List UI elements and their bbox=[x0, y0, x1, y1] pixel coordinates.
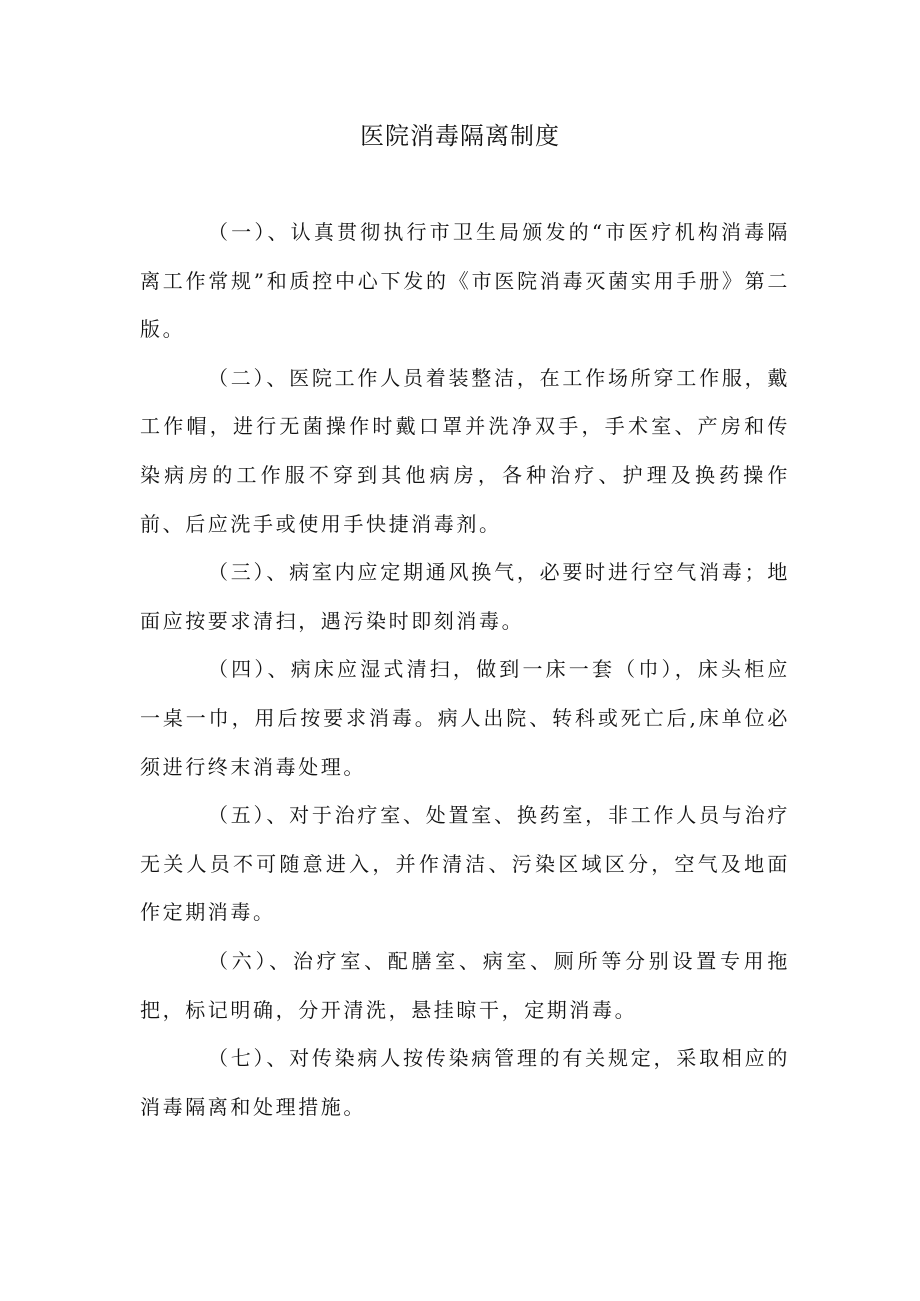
paragraph-4: （四）、病床应湿式清扫，做到一床一套（巾），床头柜应一桌一巾，用后按要求消毒。病人出院、转科或死亡后,床单位必须进行终末消毒处理。 bbox=[140, 657, 790, 779]
page-title: 医院消毒隔离制度 bbox=[360, 122, 560, 150]
paragraph-7: （七）、对传染病人按传染病管理的有关规定，采取相应的消毒隔离和处理措施。 bbox=[140, 1046, 790, 1119]
paragraph-1: （一）、认真贯彻执行市卫生局颁发的“市医疗机构消毒隔离工作常规”和质控中心下发的《市医院消毒灭菌实用手册》第二版。 bbox=[140, 220, 790, 342]
document-body bbox=[140, 208, 790, 1131]
paragraph-6: （六）、治疗室、配膳室、病室、厕所等分别设置专用拖把，标记明确，分开清洗，悬挂晾干，定期消毒。 bbox=[140, 948, 790, 1022]
paragraph-2: （二）、医院工作人员着装整洁，在工作场所穿工作服，戴工作帽，进行无菌操作时戴口罩并洗净双手，手术室、产房和传染病房的工作服不穿到其他病房，各种治疗、护理及换药操作前、后应洗手或使用手快捷消毒剂。 bbox=[140, 365, 790, 536]
paragraph-3: （三）、病室内应定期通风换气，必要时进行空气消毒；地面应按要求清扫，遇污染时即刻消毒。 bbox=[140, 560, 790, 633]
paragraph-5: （五）、对于治疗室、处置室、换药室，非工作人员与治疗无关人员不可随意进入，并作清洁、污染区域区分，空气及地面作定期消毒。 bbox=[140, 803, 790, 925]
